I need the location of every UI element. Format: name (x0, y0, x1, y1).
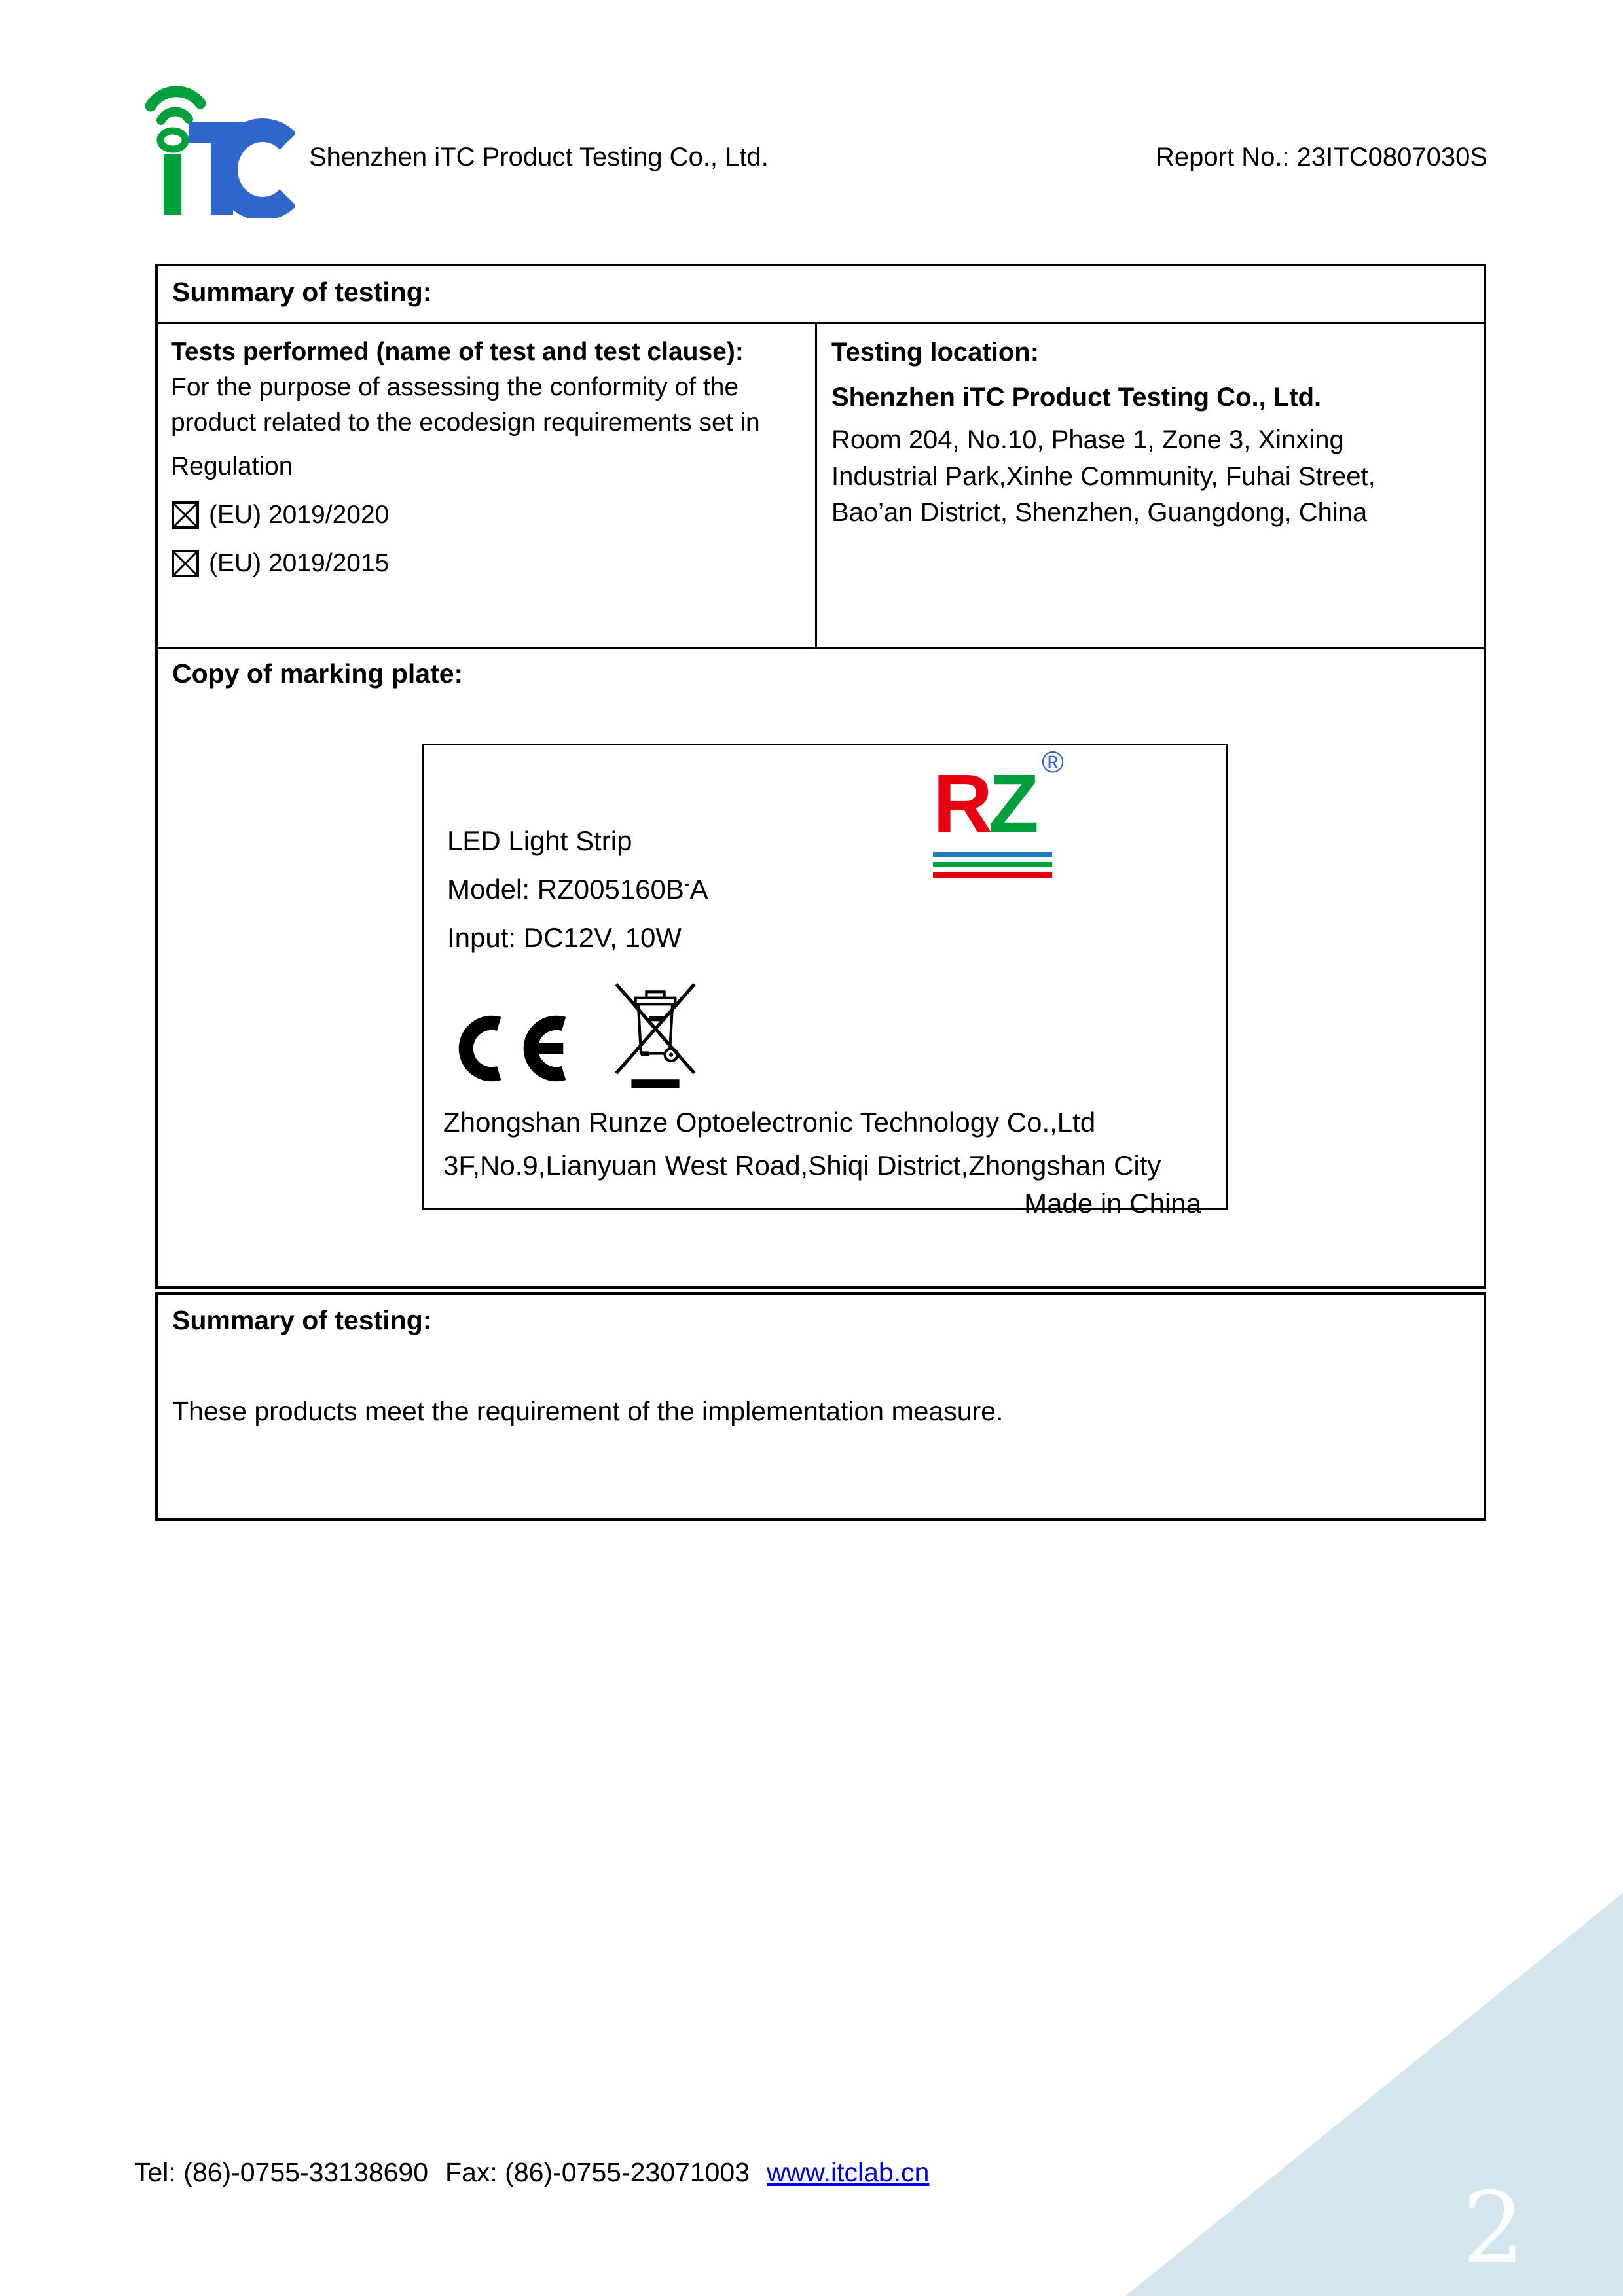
header-company-name: Shenzhen iTC Product Testing Co., Ltd. (309, 143, 769, 171)
testing-location-heading: Testing location: (831, 338, 1040, 367)
testing-location-address-line: Industrial Park,Xinhe Community, Fuhai Street, (831, 461, 1376, 491)
regulation-checkbox-label: (EU) 2019/2015 (209, 549, 390, 578)
ce-mark-icon (450, 1007, 573, 1090)
footer-fax: Fax: (86)-0755-23071003 (445, 2157, 750, 2187)
registered-trademark-icon: ® (1042, 745, 1064, 779)
summary-result-title: Summary of testing: (172, 1305, 432, 1335)
corner-triangle-decoration (1125, 1893, 1623, 2296)
input-rating-line: Input: DC12V, 10W (447, 922, 682, 953)
summary-result-table (155, 1292, 1486, 1521)
summary-result-text: These products meet the requirement of the implementation measure. (172, 1396, 1004, 1426)
tests-performed-cell (158, 324, 817, 647)
rz-brand-logo (933, 745, 1097, 883)
tests-performed-text-line: product related to the ecodesign requirements set in (171, 408, 760, 437)
testing-location-address-line: Room 204, No.10, Phase 1, Zone 3, Xinxing (831, 425, 1344, 455)
manufacturer-address: 3F,No.9,Lianyuan West Road,Shiqi District,Zhongshan City (443, 1150, 1161, 1181)
footer-telephone: Tel: (86)-0755-33138690 (134, 2157, 429, 2187)
page-footer (134, 2157, 929, 2188)
model-line: Model: RZ005160B-A (447, 874, 708, 905)
report-number: Report No.: 23ITC0807030S (1156, 143, 1487, 171)
summary-title-row (158, 266, 1484, 324)
summary-of-testing-table (155, 264, 1486, 1289)
testing-location-company: Shenzhen iTC Product Testing Co., Ltd. (831, 383, 1322, 412)
website-link[interactable]: www.itclab.cn (767, 2157, 930, 2187)
marking-plate-label (422, 744, 1228, 1219)
checkbox-checked-icon (171, 549, 200, 578)
tests-and-location-row (158, 324, 1484, 649)
rz-logo-stripes (933, 852, 1052, 878)
compliance-marks (450, 971, 1207, 1090)
tests-performed-text-line: For the purpose of assessing the conformity of the (171, 372, 739, 401)
model-superscript-dash: - (684, 874, 690, 893)
testing-location-cell (817, 324, 1484, 647)
regulation-checkbox-row (171, 497, 809, 533)
testing-location-address-line: Bao’an District, Shenzhen, Guangdong, China (831, 497, 1368, 527)
regulation-checkbox-row (171, 546, 809, 581)
rz-letter-r: R (933, 757, 989, 850)
rz-letter-z: Z (989, 757, 1035, 850)
regulation-checkbox-label: (EU) 2019/2020 (209, 501, 390, 529)
manufacturer-name: Zhongshan Runze Optoelectronic Technology Co.,Ltd (443, 1107, 1096, 1138)
weee-crossed-out-bin-icon (611, 973, 700, 1090)
tests-performed-heading: Tests performed (name of test and test clause): (171, 338, 744, 366)
product-name: LED Light Strip (447, 825, 632, 856)
page-header (131, 58, 1487, 218)
summary-title: Summary of testing: (172, 277, 432, 307)
marking-plate-cell (158, 649, 1484, 1286)
marking-plate-heading: Copy of marking plate: (172, 658, 464, 689)
checkbox-checked-icon (171, 501, 200, 529)
regulation-label: Regulation (171, 452, 293, 481)
page-number: 2 (1462, 2172, 1525, 2286)
country-of-origin: Made in China (1024, 1188, 1201, 1219)
itc-logo-icon (131, 58, 295, 218)
